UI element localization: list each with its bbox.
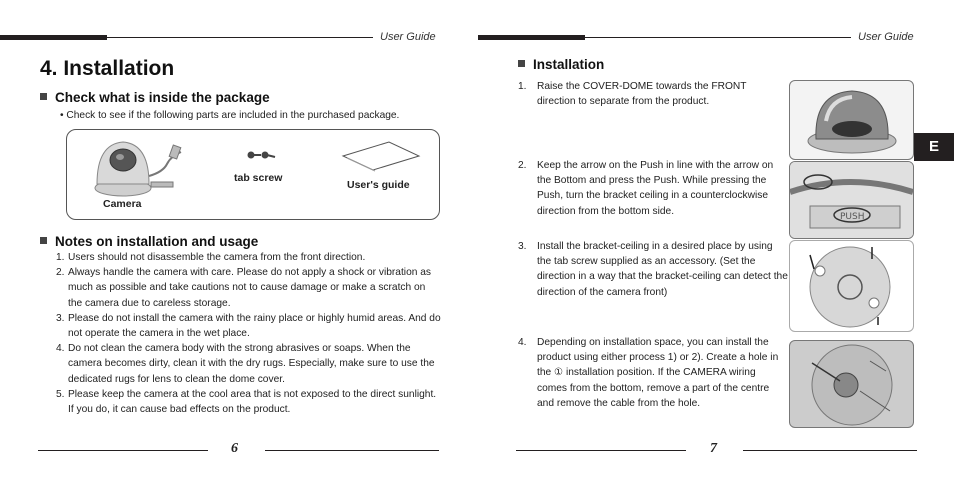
header-bar-thin — [107, 37, 373, 38]
package-heading: Check what is inside the package — [40, 90, 270, 105]
bracket-ceiling-photo — [789, 240, 914, 332]
step-item: 1. Raise the COVER-DOME towards the FRONT direction to separate from the product. — [518, 81, 747, 108]
installation-heading: Installation — [518, 57, 604, 72]
screw-icon — [247, 148, 277, 162]
notes-list — [56, 250, 441, 417]
footer-rule-right — [743, 450, 917, 451]
header-user-guide: User Guide — [380, 31, 436, 43]
page-title: 4. Installation — [40, 57, 175, 80]
header-bar-thin — [585, 37, 851, 38]
user-guide-icon — [341, 140, 421, 172]
push-bottom-photo — [789, 161, 914, 239]
bullet-square-icon — [40, 93, 47, 100]
installation-hole-photo — [789, 340, 914, 428]
step-item: 3. Install the bracket-ceiling in a desired place by using the tab screw supplied as an accessory. (Set the direction in a way that the bracket-ceiling can detect the direction of the camera front) — [518, 241, 788, 298]
language-tab: E — [914, 133, 954, 161]
step-item: 4. Depending on installation space, you can install the product using either process 1) or 2). Create a hole in the ① installation position. If the CAMERA wiring comes from the bottom, remove a part of the centre and remove the cable from the hole. — [518, 337, 779, 409]
package-contents-box — [66, 129, 440, 220]
package-item-camera: Camera — [103, 198, 142, 210]
footer-rule-left — [38, 450, 208, 451]
footer-rule-left — [516, 450, 686, 451]
note-item: 3. Please do not install the camera with the rainy place or highly humid areas. And do not operate the camera in the wet place. — [56, 312, 441, 340]
note-item: 2. Always handle the camera with care. Please do not apply a shock or vibration as much as possible and take cautions not to cause damage or make a scratch on the camera due to careless storage. — [56, 267, 431, 309]
note-item: 1. Users should not disassemble the camera from the front direction. — [56, 252, 366, 263]
package-intro: • Check to see if the following parts are included in the purchased package. — [60, 110, 400, 121]
dome-cover-photo — [789, 80, 914, 160]
header-bar-thick — [0, 35, 107, 40]
notes-heading: Notes on installation and usage — [40, 234, 258, 249]
footer-rule-right — [265, 450, 439, 451]
note-item: 5. Please keep the camera at the cool area that is not exposed to the direct sunlight. If you do, it can cause bad effects on the product. — [56, 388, 437, 416]
header-user-guide: User Guide — [858, 31, 914, 43]
package-item-users-guide: User's guide — [347, 179, 410, 191]
step-item: 2. Keep the arrow on the Push in line with the arrow on the Bottom and press the Push. While pressing the Push, turn the bracket ceiling in a counterclockwise direction from the bottom side. — [518, 160, 774, 217]
push-label: PUSH — [840, 212, 865, 222]
note-item: 4. Do not clean the camera body with the strong abrasives or soaps. When the camera becomes dirty, clean it with the dry rugs. Especially, make sure to use the dedicated rugs for lens to clean the dome cover. — [56, 343, 435, 385]
page-number-right: 7 — [710, 441, 717, 456]
camera-illustration — [93, 136, 189, 198]
bullet-square-icon — [40, 237, 47, 244]
page-number-left: 6 — [231, 441, 238, 456]
header-bar-thick — [478, 35, 585, 40]
package-item-tab-screw: tab screw — [234, 172, 283, 184]
bullet-square-icon — [518, 60, 525, 67]
